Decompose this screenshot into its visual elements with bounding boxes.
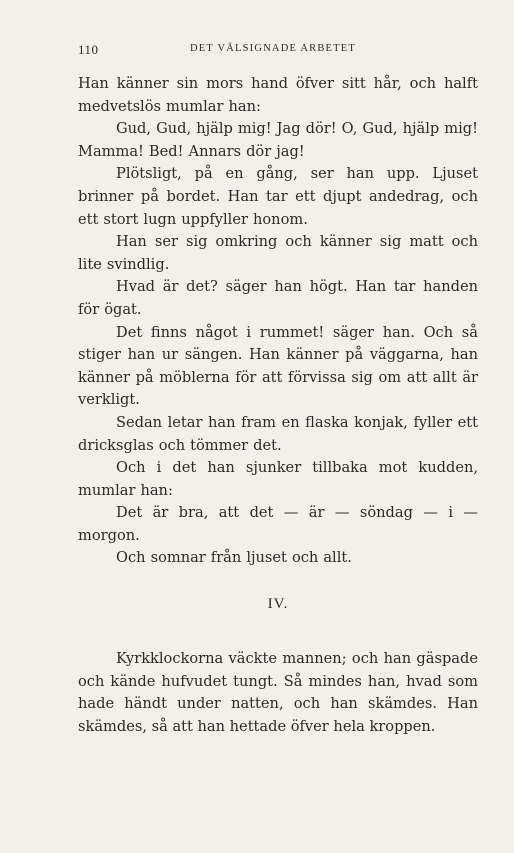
paragraph: Plötsligt, på en gång, ser han upp. Ljuset brinner på bordet. Han tar ett djupt andedrag, och ett stort lugn uppfyller honom.: [78, 165, 478, 228]
paragraph: Hvad är det? säger han högt. Han tar handen för ögat.: [78, 278, 478, 318]
paragraph: Det är bra, att det — är — söndag — i — morgon.: [78, 504, 478, 544]
body-text: [78, 73, 478, 570]
paragraph: Och somnar från ljuset och allt.: [116, 549, 352, 567]
section-heading: IV.: [267, 596, 289, 612]
paragraph: Sedan letar han fram en flaska konjak, fyller ett dricksglas och tömmer det.: [78, 413, 478, 454]
paragraph: Han känner sin mors hand öfver sitt hår, och halft medvetslös mumlar han:: [78, 75, 478, 115]
running-head: DET VÄLSIGNADE ARBETET: [189, 43, 356, 54]
paragraph: Kyrkklockorna väckte mannen; och han gäspade och kände hufvudet tungt. Så mindes han, hvad som hade händt under natten, och han skämdes. Han skämdes, så att han hettade öfver hela kroppen.: [78, 650, 478, 735]
paragraph: Han ser sig omkring och känner sig matt och lite svindlig.: [78, 233, 478, 273]
paragraph: Det finns något i rummet! säger han. Och så stiger han ur sängen. Han känner på väggarna, han känner på möblerna för att förvissa sig om att allt är verkligt.: [78, 323, 478, 409]
page-header: [78, 42, 478, 60]
paragraph: Gud, Gud, hjälp mig! Jag dör! O, Gud, hjälp mig! Mamma! Bed! Annars dör jag!: [78, 120, 478, 160]
section-body-text: [78, 648, 478, 738]
paragraph: Och i det han sjunker tillbaka mot kudden, mumlar han:: [78, 459, 478, 499]
page-number: 110: [78, 42, 99, 57]
